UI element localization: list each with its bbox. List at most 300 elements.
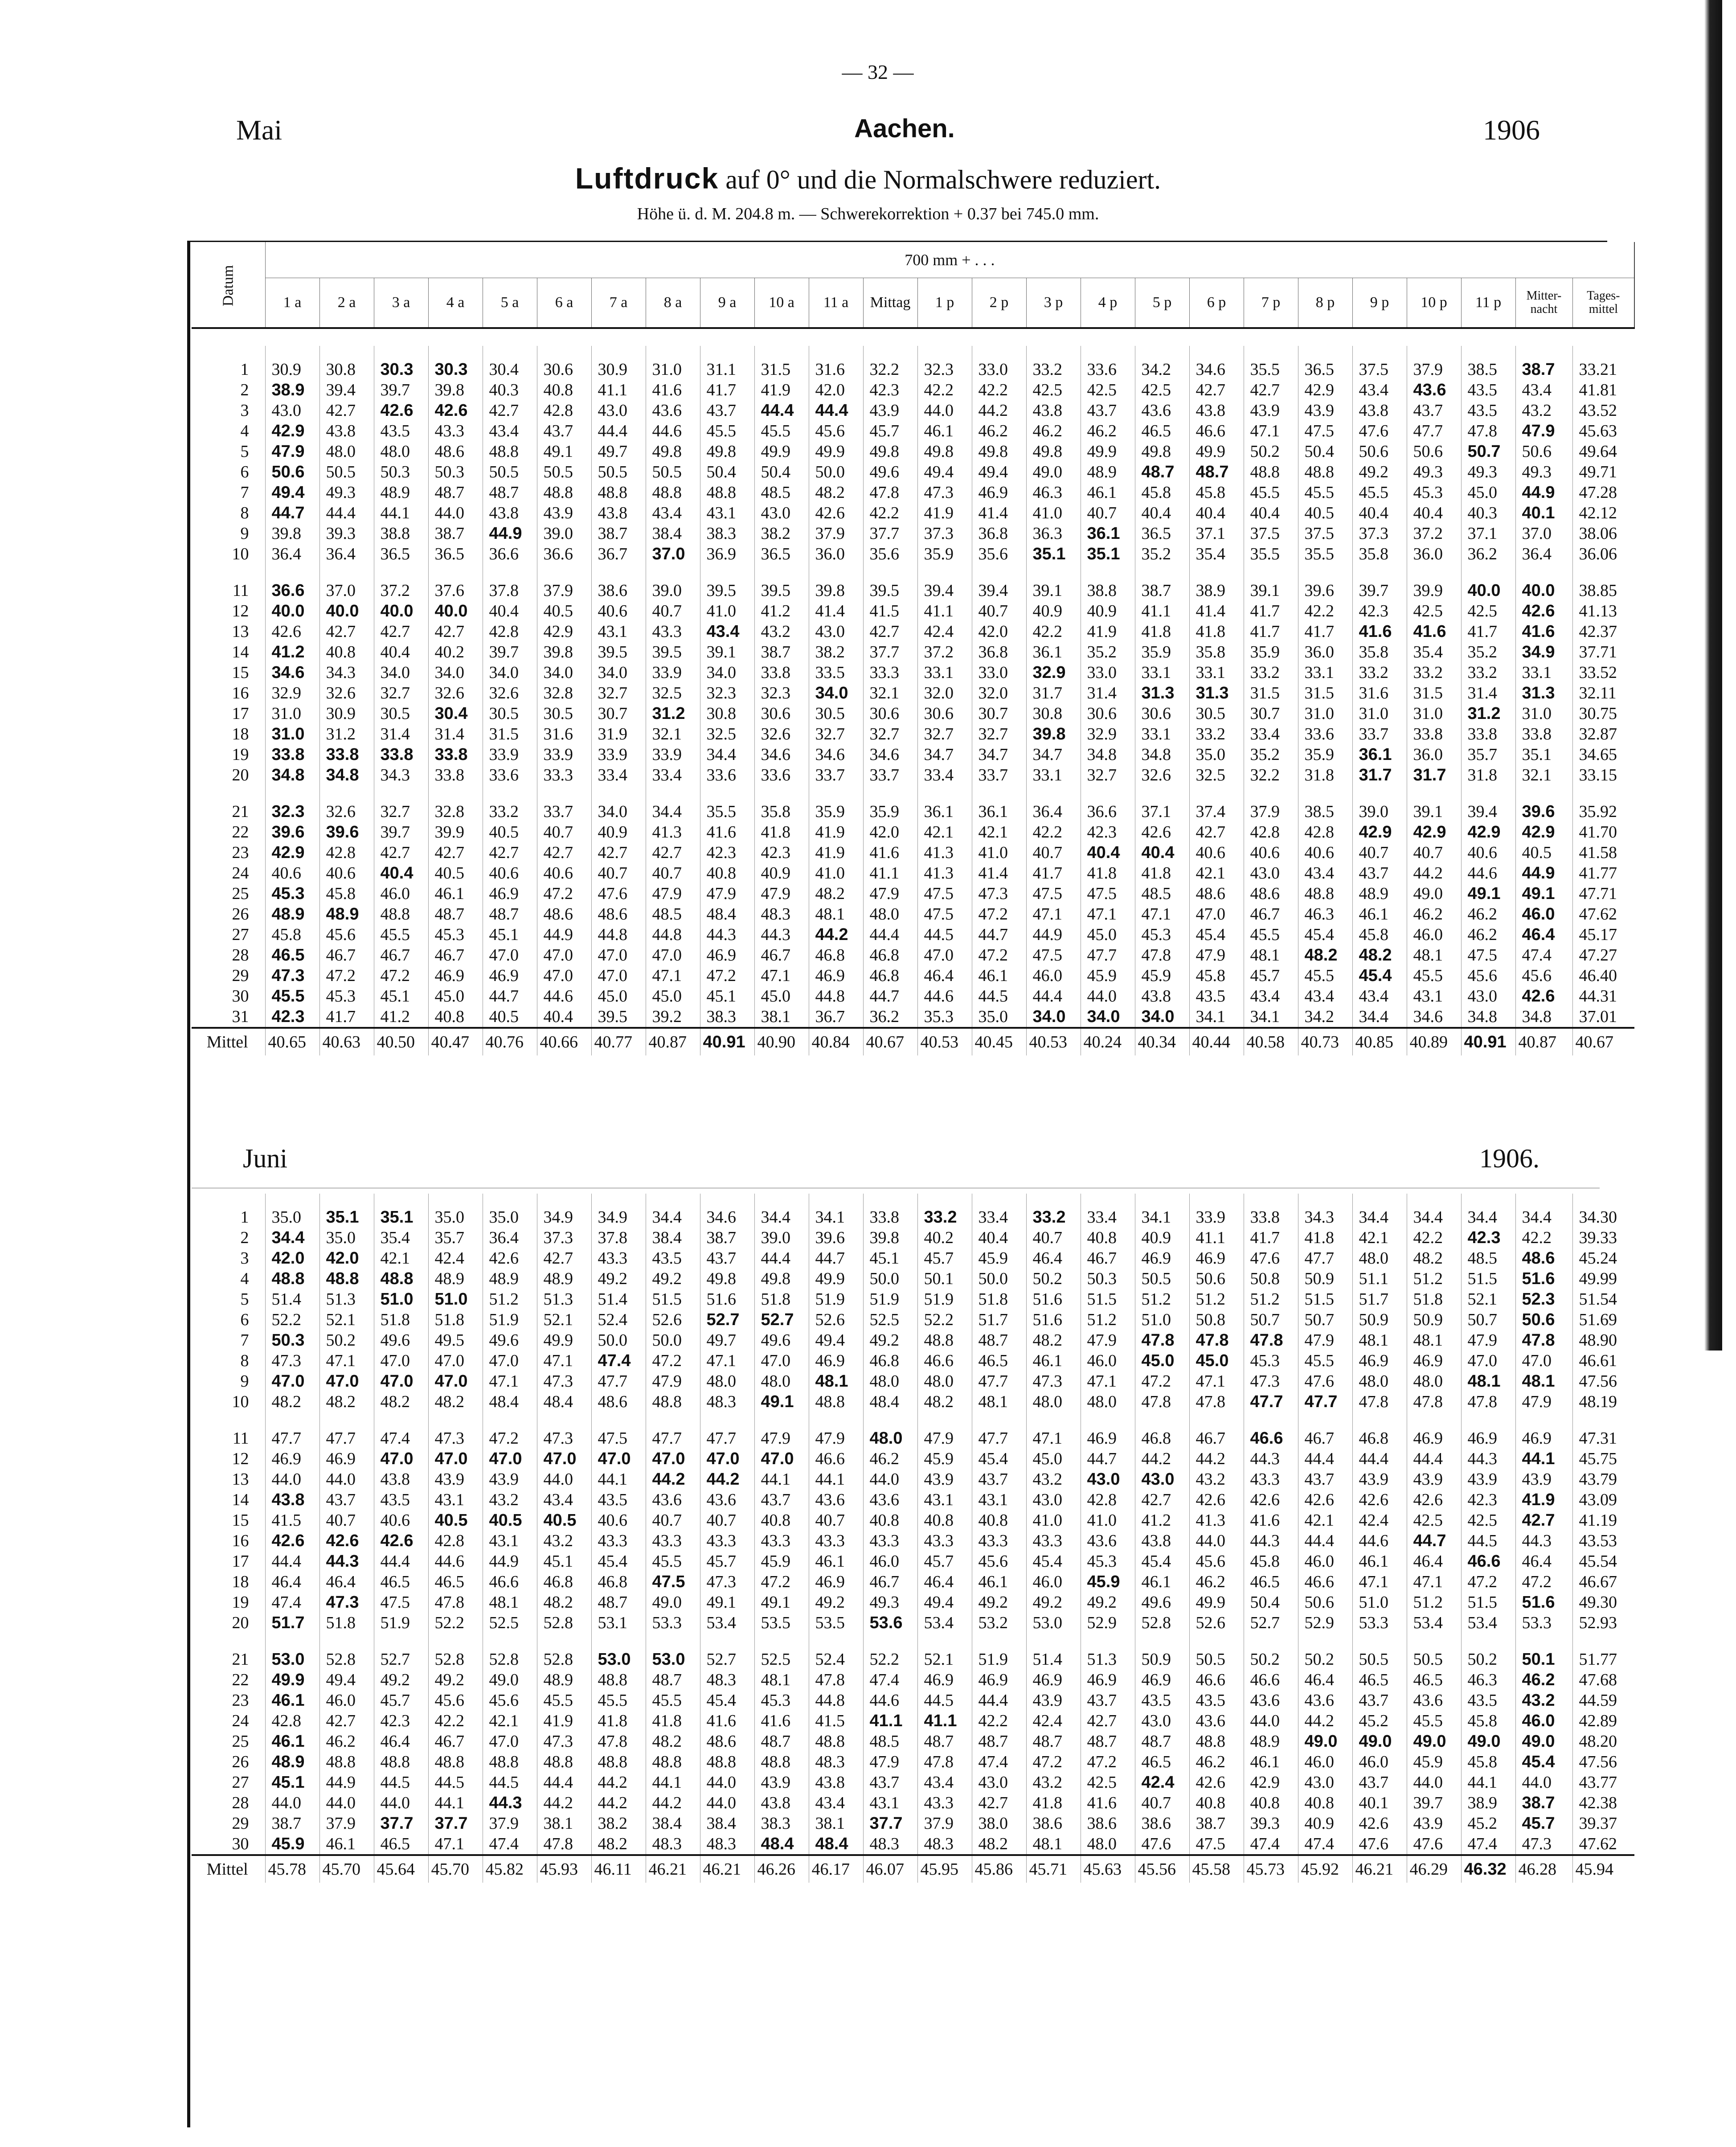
pressure-cell: 43.77 xyxy=(1572,1772,1634,1793)
pressure-cell: 42.5 xyxy=(1135,380,1189,400)
mittel-cell: 46.17 xyxy=(809,1855,863,1883)
pressure-cell: 43.5 xyxy=(1189,1690,1244,1711)
pressure-cell: 44.5 xyxy=(483,1772,537,1793)
pressure-cell: 39.7 xyxy=(1407,1793,1461,1813)
column-header-cell: 11 p xyxy=(1461,278,1515,328)
pressure-cell: 39.7 xyxy=(374,380,428,400)
pressure-cell: 32.7 xyxy=(1081,765,1135,785)
pressure-cell: 47.68 xyxy=(1572,1670,1634,1690)
pressure-cell: 42.3 xyxy=(1352,601,1407,621)
pressure-cell: 40.5 xyxy=(537,1510,591,1531)
pressure-cell: 42.7 xyxy=(319,621,374,642)
pressure-cell: 42.9 xyxy=(1407,822,1461,842)
pressure-cell: 49.0 xyxy=(1515,1731,1572,1752)
pressure-cell: 43.3 xyxy=(591,1248,646,1268)
table-row xyxy=(192,1289,1634,1310)
pressure-cell: 34.3 xyxy=(319,662,374,683)
pressure-cell: 51.5 xyxy=(1081,1289,1135,1310)
pressure-cell: 46.3 xyxy=(1298,904,1352,924)
table-row xyxy=(192,724,1634,744)
month-label-mai: Mai xyxy=(236,114,283,146)
pressure-cell: 51.3 xyxy=(537,1289,591,1310)
pressure-cell: 42.5 xyxy=(1026,380,1081,400)
table-row xyxy=(192,1551,1634,1572)
pressure-cell: 33.7 xyxy=(863,765,917,785)
pressure-cell: 32.9 xyxy=(1026,662,1081,683)
pressure-cell: 44.5 xyxy=(917,924,972,945)
pressure-cell: 31.4 xyxy=(1461,683,1515,703)
pressure-cell: 53.4 xyxy=(1407,1613,1461,1633)
pressure-cell: 49.8 xyxy=(1135,441,1189,462)
pressure-cell: 41.1 xyxy=(591,380,646,400)
pressure-cell: 42.3 xyxy=(863,380,917,400)
pressure-cell: 39.8 xyxy=(428,380,483,400)
pressure-cell: 47.8 xyxy=(863,482,917,503)
pressure-cell: 38.7 xyxy=(754,642,809,662)
pressure-cell: 46.40 xyxy=(1572,965,1634,986)
pressure-cell: 43.7 xyxy=(1081,1690,1135,1711)
pressure-cell: 43.3 xyxy=(917,1531,972,1551)
pressure-cell: 32.2 xyxy=(1244,765,1298,785)
pressure-cell: 47.4 xyxy=(1461,1834,1515,1855)
pressure-cell: 52.7 xyxy=(1244,1613,1298,1633)
pressure-cell: 38.2 xyxy=(809,642,863,662)
pressure-cell: 40.7 xyxy=(646,601,700,621)
pressure-cell: 43.1 xyxy=(1407,986,1461,1006)
pressure-cell: 34.8 xyxy=(1515,1006,1572,1028)
pressure-cell: 49.9 xyxy=(537,1330,591,1351)
pressure-cell: 47.2 xyxy=(483,1428,537,1449)
pressure-cell: 41.1 xyxy=(1189,1227,1244,1248)
pressure-cell: 47.4 xyxy=(863,1670,917,1690)
pressure-cell: 47.8 xyxy=(1244,1330,1298,1351)
pressure-cell: 53.5 xyxy=(809,1613,863,1633)
pressure-cell: 35.8 xyxy=(754,801,809,822)
table-row xyxy=(192,642,1634,662)
pressure-cell: 44.3 xyxy=(1244,1449,1298,1469)
pressure-cell: 40.4 xyxy=(1189,503,1244,523)
pressure-cell: 47.62 xyxy=(1572,1834,1634,1855)
pressure-cell: 34.6 xyxy=(1189,346,1244,380)
pressure-cell: 40.2 xyxy=(917,1227,972,1248)
pressure-cell: 50.5 xyxy=(1135,1268,1189,1289)
pressure-cell: 35.5 xyxy=(1298,544,1352,564)
pressure-cell: 40.1 xyxy=(1515,503,1572,523)
pressure-cell: 49.9 xyxy=(1189,1592,1244,1613)
pressure-cell: 41.3 xyxy=(646,822,700,842)
pressure-cell: 50.6 xyxy=(1189,1268,1244,1289)
pressure-cell: 44.2 xyxy=(1189,1449,1244,1469)
pressure-cell: 43.8 xyxy=(1135,1531,1189,1551)
pressure-cell: 44.4 xyxy=(1298,1531,1352,1551)
pressure-cell: 51.2 xyxy=(1135,1289,1189,1310)
table-row xyxy=(192,883,1634,904)
pressure-cell: 34.0 xyxy=(483,662,537,683)
pressure-cell: 47.1 xyxy=(537,1351,591,1371)
pressure-cell: 46.2 xyxy=(1026,421,1081,441)
pressure-cell: 38.6 xyxy=(1026,1813,1081,1834)
pressure-cell: 41.2 xyxy=(1135,1510,1189,1531)
pressure-cell: 35.8 xyxy=(1189,642,1244,662)
pressure-cell: 46.6 xyxy=(1189,421,1244,441)
pressure-cell: 46.1 xyxy=(1352,1551,1407,1572)
pressure-cell: 48.0 xyxy=(374,441,428,462)
pressure-cell: 43.9 xyxy=(537,503,591,523)
pressure-cell: 45.0 xyxy=(1461,482,1515,503)
pressure-cell: 45.7 xyxy=(1515,1813,1572,1834)
pressure-cell: 31.0 xyxy=(1352,703,1407,724)
pressure-cell: 34.1 xyxy=(1244,1006,1298,1028)
pressure-cell: 42.2 xyxy=(863,503,917,523)
pressure-cell: 32.8 xyxy=(428,801,483,822)
pressure-cell: 30.7 xyxy=(591,703,646,724)
pressure-cell: 44.5 xyxy=(428,1772,483,1793)
pressure-cell: 53.3 xyxy=(1515,1613,1572,1633)
day-number: 19 xyxy=(232,745,249,764)
pressure-cell: 40.8 xyxy=(319,642,374,662)
column-header-cell: Tages-mittel xyxy=(1572,278,1634,328)
pressure-cell: 34.9 xyxy=(537,1194,591,1227)
title-bold: Luftdruck xyxy=(575,162,719,195)
pressure-cell: 46.2 xyxy=(1515,1670,1572,1690)
pressure-cell: 44.2 xyxy=(1298,1711,1352,1731)
table-row xyxy=(192,1006,1634,1028)
mittel-row xyxy=(192,1028,1634,1055)
pressure-cell: 48.4 xyxy=(700,904,754,924)
pressure-cell: 32.7 xyxy=(863,724,917,744)
pressure-cell: 48.8 xyxy=(265,1268,319,1289)
pressure-cell: 42.1 xyxy=(917,822,972,842)
column-header xyxy=(192,242,1635,329)
pressure-cell: 37.3 xyxy=(1352,523,1407,544)
pressure-cell: 45.4 xyxy=(1135,1551,1189,1572)
pressure-cell: 48.7 xyxy=(1081,1731,1135,1752)
pressure-cell: 36.8 xyxy=(972,523,1026,544)
pressure-cell: 47.0 xyxy=(265,1371,319,1392)
pressure-cell: 47.27 xyxy=(1572,945,1634,965)
pressure-cell: 52.9 xyxy=(1298,1613,1352,1633)
pressure-cell: 45.3 xyxy=(265,883,319,904)
pressure-cell: 42.6 xyxy=(1515,601,1572,621)
pressure-cell: 48.9 xyxy=(319,904,374,924)
pressure-cell: 40.9 xyxy=(1135,1227,1189,1248)
pressure-cell: 45.3 xyxy=(1244,1351,1298,1371)
pressure-cell: 31.7 xyxy=(1026,683,1081,703)
pressure-cell: 45.3 xyxy=(428,924,483,945)
pressure-cell: 49.0 xyxy=(1407,883,1461,904)
pressure-cell: 33.1 xyxy=(1135,662,1189,683)
pressure-cell: 41.8 xyxy=(1298,1227,1352,1248)
pressure-cell: 40.7 xyxy=(700,1510,754,1531)
pressure-cell: 47.3 xyxy=(537,1731,591,1752)
pressure-cell: 50.7 xyxy=(1244,1310,1298,1330)
pressure-cell: 42.3 xyxy=(1081,822,1135,842)
pressure-cell: 35.8 xyxy=(1352,642,1407,662)
day-number: 28 xyxy=(232,946,249,965)
pressure-cell: 42.5 xyxy=(1461,1510,1515,1531)
pressure-cell: 35.2 xyxy=(1461,642,1515,662)
pressure-cell: 49.4 xyxy=(809,1330,863,1351)
pressure-cell: 43.3 xyxy=(700,1531,754,1551)
pressure-cell: 48.2 xyxy=(1407,1248,1461,1268)
pressure-cell: 48.3 xyxy=(754,904,809,924)
day-number: 12 xyxy=(232,1449,249,1468)
pressure-cell: 46.6 xyxy=(1189,1670,1244,1690)
pressure-cell: 40.7 xyxy=(972,601,1026,621)
pressure-cell: 47.4 xyxy=(1298,1834,1352,1855)
pressure-cell: 49.4 xyxy=(319,1670,374,1690)
mittel-cell: 45.82 xyxy=(483,1855,537,1883)
pressure-cell: 49.64 xyxy=(1572,441,1634,462)
pressure-cell: 48.2 xyxy=(646,1731,700,1752)
day-number: 14 xyxy=(232,643,249,661)
mittel-cell: 40.87 xyxy=(1515,1028,1572,1055)
pressure-cell: 46.2 xyxy=(319,1731,374,1752)
pressure-cell: 44.2 xyxy=(646,1793,700,1813)
pressure-cell: 47.0 xyxy=(319,1371,374,1392)
pressure-cell: 34.0 xyxy=(428,662,483,683)
pressure-cell: 37.0 xyxy=(319,580,374,601)
pressure-cell: 49.2 xyxy=(428,1670,483,1690)
column-header-cell: 6 p xyxy=(1189,278,1244,328)
pressure-cell: 41.7 xyxy=(1244,621,1298,642)
table-row xyxy=(192,1649,1634,1670)
pressure-cell: 49.6 xyxy=(863,462,917,482)
pressure-cell: 47.5 xyxy=(1081,883,1135,904)
pressure-cell: 32.7 xyxy=(591,683,646,703)
pressure-cell: 50.2 xyxy=(319,1330,374,1351)
pressure-cell: 34.0 xyxy=(374,662,428,683)
pressure-cell: 46.6 xyxy=(917,1351,972,1371)
pressure-cell: 47.4 xyxy=(483,1834,537,1855)
pressure-cell: 44.4 xyxy=(863,924,917,945)
pressure-cell: 32.1 xyxy=(863,683,917,703)
pressure-cell: 46.2 xyxy=(1461,924,1515,945)
pressure-cell: 48.2 xyxy=(319,1392,374,1412)
pressure-cell: 45.7 xyxy=(917,1551,972,1572)
pressure-cell: 34.6 xyxy=(700,1194,754,1227)
pressure-cell: 48.0 xyxy=(700,1371,754,1392)
pressure-cell: 44.9 xyxy=(1515,482,1572,503)
pressure-cell: 36.5 xyxy=(754,544,809,564)
pressure-cell: 42.7 xyxy=(374,842,428,863)
day-number: 10 xyxy=(232,545,249,563)
pressure-cell: 36.5 xyxy=(374,544,428,564)
pressure-cell: 51.4 xyxy=(265,1289,319,1310)
pressure-cell: 46.5 xyxy=(374,1834,428,1855)
pressure-cell: 48.8 xyxy=(319,1268,374,1289)
pressure-cell: 41.8 xyxy=(1189,621,1244,642)
pressure-cell: 47.1 xyxy=(1026,1428,1081,1449)
pressure-cell: 47.4 xyxy=(591,1351,646,1371)
pressure-cell: 47.1 xyxy=(319,1351,374,1371)
mittel-cell: 45.92 xyxy=(1298,1855,1352,1883)
pressure-cell: 40.7 xyxy=(809,1510,863,1531)
day-number: 22 xyxy=(232,823,249,842)
day-number: 18 xyxy=(232,725,249,743)
pressure-cell: 41.7 xyxy=(319,1006,374,1028)
pressure-cell: 44.3 xyxy=(319,1551,374,1572)
pressure-cell: 31.0 xyxy=(265,724,319,744)
pressure-cell: 47.5 xyxy=(1026,883,1081,904)
pressure-cell: 39.6 xyxy=(1298,580,1352,601)
pressure-cell: 38.85 xyxy=(1572,580,1634,601)
pressure-cell: 41.81 xyxy=(1572,380,1634,400)
pressure-cell: 31.4 xyxy=(1081,683,1135,703)
pressure-cell: 42.2 xyxy=(972,1711,1026,1731)
pressure-cell: 44.2 xyxy=(646,1469,700,1490)
pressure-cell: 46.1 xyxy=(972,965,1026,986)
pressure-cell: 40.7 xyxy=(1352,842,1407,863)
pressure-cell: 52.6 xyxy=(1189,1613,1244,1633)
day-number: 10 xyxy=(232,1392,249,1411)
pressure-cell: 48.8 xyxy=(483,1752,537,1772)
pressure-cell: 43.5 xyxy=(1461,380,1515,400)
pressure-cell: 47.9 xyxy=(917,1428,972,1449)
pressure-cell: 48.8 xyxy=(591,482,646,503)
pressure-cell: 44.0 xyxy=(1081,986,1135,1006)
pressure-cell: 48.1 xyxy=(809,1371,863,1392)
pressure-cell: 35.7 xyxy=(428,1227,483,1248)
pressure-cell: 34.8 xyxy=(1081,744,1135,765)
pressure-cell: 51.0 xyxy=(1135,1310,1189,1330)
pressure-cell: 31.6 xyxy=(537,724,591,744)
pressure-cell: 30.6 xyxy=(917,703,972,724)
pressure-cell: 47.0 xyxy=(646,945,700,965)
pressure-cell: 48.8 xyxy=(646,1752,700,1772)
day-number: 16 xyxy=(232,684,249,702)
mittel-cell: 40.66 xyxy=(537,1028,591,1055)
mittel-cell: 45.70 xyxy=(319,1855,374,1883)
pressure-cell: 47.8 xyxy=(1461,421,1515,441)
pressure-cell: 47.1 xyxy=(700,1351,754,1371)
pressure-cell: 42.6 xyxy=(1352,1813,1407,1834)
pressure-cell: 41.5 xyxy=(809,1711,863,1731)
pressure-cell: 42.5 xyxy=(1081,1772,1135,1793)
pressure-cell: 38.3 xyxy=(700,523,754,544)
mittel-cell: 45.56 xyxy=(1135,1855,1189,1883)
pressure-cell: 40.8 xyxy=(1244,1793,1298,1813)
pressure-cell: 48.0 xyxy=(754,1371,809,1392)
pressure-cell: 47.31 xyxy=(1572,1428,1634,1449)
table-row xyxy=(192,986,1634,1006)
pressure-cell: 35.6 xyxy=(972,544,1026,564)
pressure-cell: 41.70 xyxy=(1572,822,1634,842)
pressure-cell: 48.6 xyxy=(428,441,483,462)
pressure-cell: 42.9 xyxy=(265,842,319,863)
pressure-cell: 34.0 xyxy=(537,662,591,683)
pressure-cell: 42.7 xyxy=(1135,1490,1189,1510)
year-label-juni: 1906. xyxy=(1479,1144,1539,1173)
pressure-cell: 48.4 xyxy=(537,1392,591,1412)
pressure-cell: 47.1 xyxy=(1244,421,1298,441)
pressure-cell: 44.6 xyxy=(428,1551,483,1572)
pressure-cell: 33.15 xyxy=(1572,765,1634,785)
pressure-cell: 44.7 xyxy=(972,924,1026,945)
pressure-cell: 31.8 xyxy=(1461,765,1515,785)
pressure-cell: 47.1 xyxy=(1407,1572,1461,1592)
mai-table xyxy=(192,346,1634,1055)
pressure-cell: 43.1 xyxy=(483,1531,537,1551)
mittel-cell: 40.58 xyxy=(1244,1028,1298,1055)
pressure-cell: 45.8 xyxy=(1189,482,1244,503)
pressure-cell: 42.7 xyxy=(1081,1711,1135,1731)
pressure-cell: 47.8 xyxy=(428,1592,483,1613)
pressure-cell: 35.0 xyxy=(265,1194,319,1227)
pressure-cell: 40.8 xyxy=(1081,1227,1135,1248)
mittel-cell: 45.58 xyxy=(1189,1855,1244,1883)
pressure-cell: 47.3 xyxy=(537,1428,591,1449)
pressure-cell: 41.6 xyxy=(700,1711,754,1731)
pressure-cell: 46.9 xyxy=(700,945,754,965)
pressure-cell: 31.6 xyxy=(1352,683,1407,703)
pressure-cell: 37.9 xyxy=(319,1813,374,1834)
pressure-cell: 36.1 xyxy=(917,801,972,822)
pressure-cell: 47.3 xyxy=(537,1371,591,1392)
mittel-cell: 40.63 xyxy=(319,1028,374,1055)
table-row xyxy=(192,544,1634,564)
table-row xyxy=(192,1351,1634,1371)
pressure-cell: 44.4 xyxy=(1026,986,1081,1006)
pressure-cell: 50.7 xyxy=(1461,441,1515,462)
pressure-cell: 40.4 xyxy=(1135,503,1189,523)
pressure-cell: 45.6 xyxy=(1189,1551,1244,1572)
pressure-cell: 47.2 xyxy=(1515,1572,1572,1592)
pressure-cell: 48.8 xyxy=(319,1752,374,1772)
pressure-cell: 49.0 xyxy=(1026,462,1081,482)
pressure-cell: 36.2 xyxy=(863,1006,917,1028)
pressure-cell: 42.6 xyxy=(374,400,428,421)
pressure-cell: 42.2 xyxy=(1026,822,1081,842)
pressure-cell: 48.2 xyxy=(591,1834,646,1855)
pressure-cell: 35.0 xyxy=(428,1194,483,1227)
pressure-cell: 43.7 xyxy=(754,1490,809,1510)
pressure-cell: 42.2 xyxy=(1515,1227,1572,1248)
pressure-cell: 40.4 xyxy=(1407,503,1461,523)
pressure-cell: 44.1 xyxy=(591,1469,646,1490)
pressure-cell: 40.0 xyxy=(319,601,374,621)
pressure-cell: 43.5 xyxy=(591,1490,646,1510)
pressure-cell: 39.8 xyxy=(863,1227,917,1248)
pressure-cell: 35.9 xyxy=(1298,744,1352,765)
pressure-cell: 43.2 xyxy=(1515,1690,1572,1711)
pressure-cell: 32.6 xyxy=(483,683,537,703)
pressure-cell: 37.5 xyxy=(1352,346,1407,380)
pressure-cell: 48.7 xyxy=(428,904,483,924)
pressure-cell: 51.8 xyxy=(972,1289,1026,1310)
pressure-cell: 34.4 xyxy=(754,1194,809,1227)
pressure-cell: 51.7 xyxy=(1352,1289,1407,1310)
pressure-cell: 35.9 xyxy=(1244,642,1298,662)
pressure-cell: 36.0 xyxy=(1407,544,1461,564)
pressure-cell: 33.2 xyxy=(1352,662,1407,683)
pressure-cell: 48.8 xyxy=(591,1752,646,1772)
pressure-cell: 48.8 xyxy=(917,1330,972,1351)
pressure-cell: 51.5 xyxy=(646,1289,700,1310)
pressure-cell: 44.4 xyxy=(591,421,646,441)
pressure-cell: 34.0 xyxy=(1026,1006,1081,1028)
pressure-cell: 39.5 xyxy=(591,1006,646,1028)
pressure-cell: 49.1 xyxy=(754,1392,809,1412)
day-number: 13 xyxy=(232,1470,249,1489)
pressure-cell: 49.8 xyxy=(972,441,1026,462)
pressure-cell: 41.7 xyxy=(1461,621,1515,642)
pressure-cell: 50.4 xyxy=(1244,1592,1298,1613)
pressure-cell: 43.2 xyxy=(1026,1772,1081,1793)
pressure-cell: 46.61 xyxy=(1572,1351,1634,1371)
pressure-cell: 33.6 xyxy=(1298,724,1352,744)
pressure-cell: 42.7 xyxy=(1189,380,1244,400)
